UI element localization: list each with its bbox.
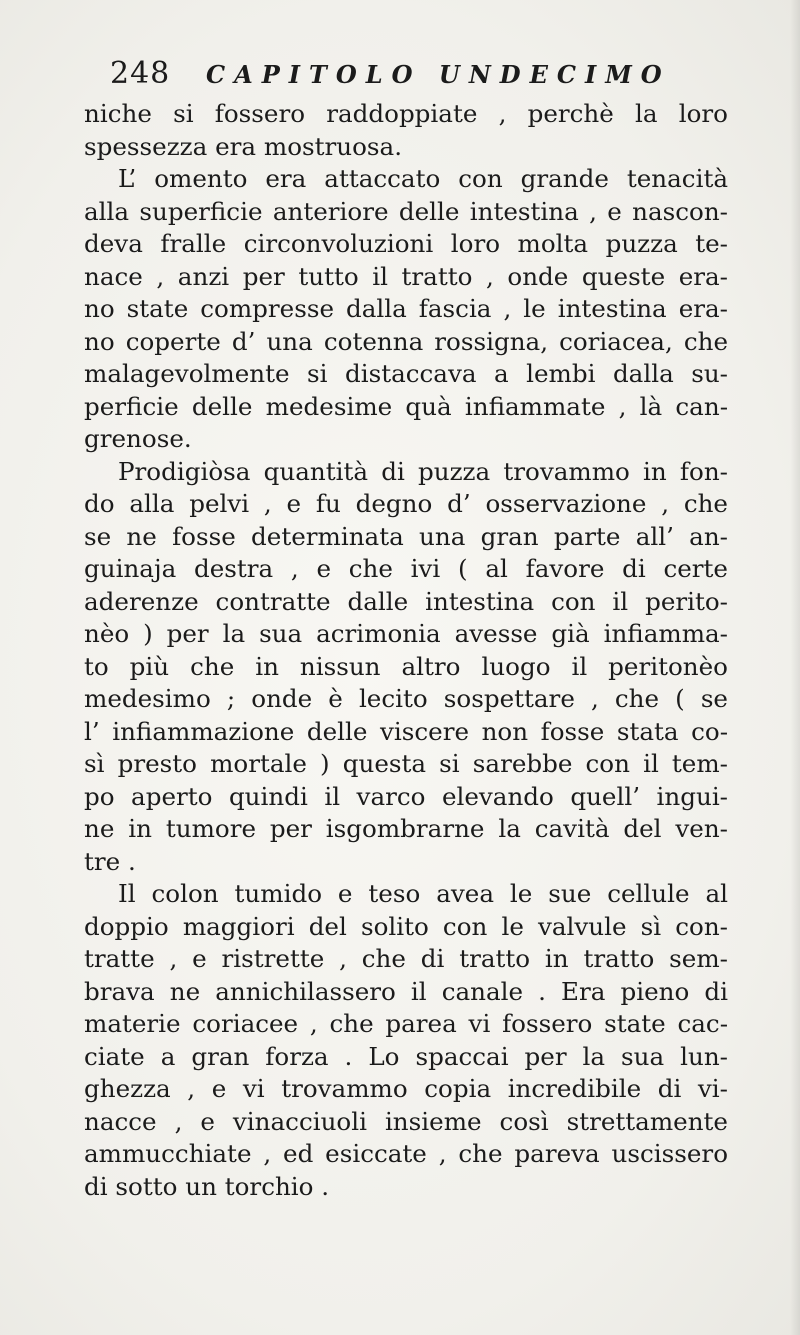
text-line: ciate a gran forza . Lo spaccai per la sua lun- [84, 1041, 728, 1071]
text-line: guinaja destra , e che ivi ( al favore di certe [84, 554, 728, 583]
text-line: niche si fossero raddoppiate , perchè la loro [84, 99, 728, 128]
text-line: brava ne annichilassero il canale . Era pieno di [84, 976, 728, 1006]
text-line: medesimo ; onde è lecito sospettare , che ( se [84, 684, 728, 713]
text-line: se ne fosse determinata una gran parte all’ an- [84, 521, 728, 551]
text-line: ghezza , e vi trovammo copia incredibile di vi- [84, 1074, 728, 1103]
running-head: CAPITOLO UNDECIMO [206, 60, 671, 89]
text-line: no coperte d’ una cotenna rossigna, coriacea, che [84, 326, 728, 356]
text-line: grenose. [84, 424, 192, 453]
text-line: nace , anzi per tutto il tratto , onde queste era- [84, 261, 728, 291]
text-line: malagevolmente si distaccava a lembi dalla su- [84, 359, 728, 388]
text-line: tratte , e ristrette , che di tratto in tratto sem- [84, 944, 728, 973]
text-line: no state compresse dalla fascia , le intestina era- [84, 294, 728, 323]
text-line: sì presto mortale ) questa si sarebbe con il tem- [84, 749, 728, 778]
text-line: di sotto un torchio . [84, 1171, 330, 1201]
text-line: aderenze contratte dalle intestina con il perito- [84, 586, 728, 616]
text-line: doppio maggiori del solito con le valvule sì con- [84, 911, 728, 941]
text-line: nèo ) per la sua acrimonia avesse già infiamma- [84, 619, 728, 648]
text-line: perficie delle medesime quà infiammate , là can- [84, 391, 728, 421]
page-number: 248 [110, 56, 171, 91]
text-line: l’ infiammazione delle viscere non fosse stata co- [84, 716, 728, 746]
text-line: po aperto quindi il varco elevando quell’ ingui- [84, 781, 728, 811]
text-line: alla superficie anteriore delle intestina , e nascon- [84, 196, 728, 226]
page-header [110, 52, 671, 98]
text-line: to più che in nissun altro luogo il peritonèo [84, 651, 728, 681]
page-edge-shadow [790, 0, 800, 1335]
text-line: materie coriacee , che parea vi fossero state cac- [84, 1009, 728, 1038]
text-line: nacce , e vinacciuoli insieme così strettamente [84, 1106, 728, 1136]
text-line: ammucchiate , ed esiccate , che pareva uscissero [84, 1139, 728, 1168]
paragraph-start-line: Prodigiòsa quantità di puzza trovammo in fon- [118, 456, 728, 486]
text-line: ne in tumore per isgombrarne la cavità del ven- [84, 814, 728, 843]
text-line: deva fralle circonvoluzioni loro molta puzza te- [84, 229, 728, 258]
paragraph-start-line: L’ omento era attaccato con grande tenacità [118, 164, 728, 193]
paragraph-start-line: Il colon tumido e teso avea le sue cellule al [118, 879, 728, 908]
body-text [84, 98, 728, 1203]
text-line: tre . [84, 846, 136, 876]
text-line: spessezza era mostruosa. [84, 131, 403, 161]
text-line: do alla pelvi , e fu degno d’ osservazione , che [84, 489, 728, 518]
